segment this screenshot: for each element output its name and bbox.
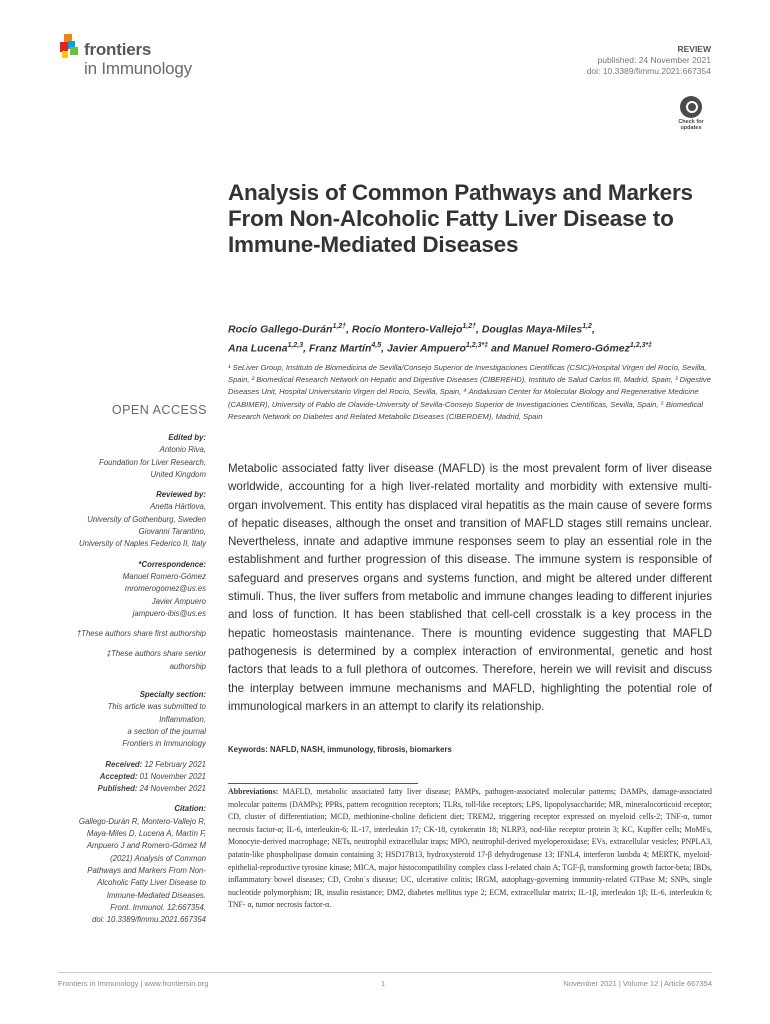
- abbreviations-label: Abbreviations:: [228, 787, 279, 796]
- keywords: Keywords: NAFLD, NASH, immunology, fibrosis, biomarkers: [228, 745, 452, 754]
- citation-line: Ampuero J and Romero-Gómez M: [86, 841, 206, 851]
- author-list: Rocío Gallego-Durán$^{1,2\dagger}$, Rocío Montero-Vallejo$^{1,2\dagger}$, Douglas Maya-Miles$^{1,2}$, Ana Lucena$^{1,2,3}$, Franz Martín$^{4,5}$, Javier Ampuero$^{1,2,3*\ddagger}$ and Manuel Romero-Gómez$^{1,2,3*\ddagger}$: [228, 323, 653, 354]
- journal-logo[interactable]: [58, 34, 218, 82]
- author-affil-sup: 1,2: [582, 323, 592, 330]
- citation-line: (2021) Analysis of Common: [110, 853, 206, 863]
- citation-line: Immune-Mediated Diseases.: [106, 890, 206, 900]
- author-affil-sup: 1,2,3: [287, 341, 304, 349]
- open-access-label: OPEN ACCESS: [111, 403, 207, 417]
- editor-line: United Kingdom: [150, 469, 206, 479]
- footnote-rule: [228, 783, 418, 784]
- edited-by-heading: Edited by:: [168, 433, 206, 442]
- check-for-updates-button[interactable]: [672, 96, 710, 132]
- article-doi[interactable]: doi: 10.3389/fimmu.2021.667354: [586, 66, 711, 76]
- citation-line: Gallego-Durán R, Montero-Vallejo R,: [78, 816, 206, 826]
- affiliations: ¹ SeLiver Group, Instituto de Biomedicina de Sevilla/Consejo Superior de Investigaciones Científicas (CSIC)/Hospital Virgen del Rocío, Sevilla, Spain, ² Biomedical Research Network on Hepatic and Digestive Diseases (CIBEREHD), Instituto de Salud Carlos III, Madrid, Spain, ³ Digestive Diseases Unit, Hospital Universitario Virgen del Rocío, Sevilla, Spain, ⁴ Andalusian Center for Molecular Biology and Regenerative Medicine (CABIMER), University of Pablo de Olavide-University of Sevilla-Consejo Superior de Investigaciones Científicas, Sevilla, Spain, ⁵ Biomedical Research Network on Diabetes and Related Metabolic Diseases (CIBERDEM), Madrid, Spain: [228, 363, 711, 421]
- logo-line2: in Immunology: [84, 59, 192, 78]
- editor-line: Foundation for Liver Research,: [98, 457, 206, 467]
- specialty-line: Inflammation,: [159, 714, 206, 724]
- specialty-heading: Specialty section:: [139, 690, 206, 700]
- correspondence-email[interactable]: jampuero-ibis@us.es: [132, 608, 206, 618]
- frontiers-logo-icon: [58, 34, 82, 58]
- reviewer-line: University of Naples Federico II, Italy: [79, 539, 206, 549]
- author-affil-sup: 1,2†: [462, 323, 476, 330]
- author-name[interactable]: Rocío Montero-Vallejo: [351, 323, 463, 336]
- specialty-line: This article was submitted to: [107, 702, 206, 712]
- check-updates-label: Check for updates: [678, 119, 704, 131]
- senior-author-note: authorship: [169, 661, 206, 671]
- reviewer-line: University of Gothenburg, Sweden: [87, 514, 206, 524]
- citation-heading: Citation:: [174, 804, 206, 814]
- accepted-label: Accepted:: [99, 771, 138, 781]
- editor-line[interactable]: Antonio Riva,: [159, 445, 206, 455]
- reviewed-by-heading: Reviewed by:: [156, 490, 206, 500]
- article-meta: [587, 44, 711, 77]
- accepted-value: 01 November 2021: [139, 771, 206, 781]
- logo-line1: frontiers: [84, 40, 152, 59]
- correspondence-email[interactable]: mromerogomez@us.es: [124, 584, 206, 594]
- received-date: [40, 759, 206, 771]
- citation-doi[interactable]: doi: 10.3389/fimmu.2021.667354: [91, 915, 206, 925]
- footer-rule: [58, 972, 712, 973]
- received-value: 12 February 2021: [144, 759, 206, 769]
- citation-line: Front. Immunol. 12:667354.: [110, 902, 206, 912]
- specialty-line: a section of the journal: [127, 726, 206, 736]
- published-date: published: 24 November 2021: [597, 55, 711, 65]
- page-number: 1: [381, 979, 386, 988]
- footer-issue: November 2021 | Volume 12 | Article 667354: [563, 979, 712, 988]
- author-name[interactable]: Javier Ampuero: [386, 342, 466, 354]
- author-affil-sup: 1,2†: [332, 323, 347, 330]
- citation-line: Pathways and Markers From Non-: [87, 865, 206, 875]
- correspondence-heading: *Correspondence:: [138, 559, 206, 569]
- footer-journal[interactable]: Frontiers in Immunology | www.frontiersin.org: [58, 979, 209, 988]
- author-name[interactable]: Douglas Maya-Miles: [481, 323, 583, 336]
- published-date-sidebar: [40, 783, 206, 795]
- abstract-text: Metabolic associated fatty liver disease (MAFLD) is the most prevalent form of liver disease worldwide, accounting for a high liver-related mortality and morbidity with extensive multi-organ involvement. This entity has displaced viral hepatitis as the main cause of severe forms of hepatic diseases, although the onset and transition of MAFLD stages still remains unclear. Nevertheless, innate and adaptive immune responses seem to play an essential role in the establishment and further progression of this disease. The immune system is responsible of safeguard and preserves organs and systems function, and might be altered under different stimuli. Thus, the liver suffers from metabolic and immune changes leading to different injuries and loss of function. It has been stablished that cell-cell crosstalk is a key process in the hepatic homeostasis maintenance. There is mounting evidence suggesting that MAFLD pathogenesis is determined by a complex interaction of environmental, genetic and host factors that leads to a full plethora of outcomes. Therefore, herein we will revisit and discuss the interplay between immune mechanisms and MAFLD, highlighting the potential role of immunological markers in an attempt to clarify its relationship.: [228, 462, 712, 713]
- check-updates-icon: [680, 96, 702, 118]
- published-label: Published:: [97, 784, 138, 794]
- author-name[interactable]: Manuel Romero-Gómez: [512, 342, 630, 354]
- senior-author-note: ‡These authors share senior: [106, 649, 206, 659]
- article-type: REVIEW: [677, 44, 711, 54]
- reviewer-line[interactable]: Giovanni Tarantino,: [138, 527, 206, 537]
- author-affil-sup: 4,5: [371, 341, 382, 349]
- citation-line: Alcoholic Fatty Liver Disease to: [97, 878, 206, 888]
- published-value: 24 November 2021: [139, 784, 206, 794]
- correspondence-line: Manuel Romero-Gómez: [122, 571, 206, 581]
- author-name[interactable]: Ana Lucena: [228, 342, 288, 354]
- author-affil-sup: 1,2,3*‡: [465, 341, 489, 349]
- reviewer-line[interactable]: Anetta Härtlova,: [150, 502, 206, 512]
- author-affil-sup: 1,2,3*‡: [629, 341, 653, 349]
- abbreviations-footnote: [228, 786, 712, 912]
- accepted-date: [40, 771, 206, 783]
- citation-line: Maya-Miles D, Lucena A, Martín F,: [86, 829, 206, 839]
- specialty-line: Frontiers in Immunology: [122, 739, 206, 749]
- abbreviations-text: MAFLD, metabolic associated fatty liver disease; PAMPs, pathogen-associated molecular patterns; DAMPs, damage-associated molecular patterns (DAMPs); PPRs, pattern recognition receptors; TLRs, toll-like receptors; LPS, lipopolysaccharide; MR, mineralocorticoid receptor; CD, cluster of differentiation; MCD, methionine-choline deficient diet; TREM2, triggering receptor expressed on myeloid cells-2; TNF-α, tumor necrosis factor-α; IL-6, interleukin-6; IL-17, interleukin 17; CK-18, cytokeratin 18; NLRP3, nod-like receptor protein 3; KC, Kupffer cells; MoMFs, Monocyte-derived macrophage; NETs, neutrophil extracellular traps; MPO, neutrophil-derived myeloperoxidase; EVs, extracellular vesicles; PNPLA3, patatin-like phospholipase domain containing 3; HSD17B13, hydroxysteroid 17-β dehydrogenase 13; IFNL4, interferon lambda 4; MERTK, myeloid-epithelial-reproductive tyrosine kinase; MICA, major histocompatibility complex class I-related chain A; TGF-β, transforming growth factor-beta; IBDs, inflammatory bowel diseases; CD, Crohn´s disease; UC, ulcerative colitis; IRGM, autophagy-governing immunity-related GTPase M; SNPs, single nucleotide polymorphism; IR, insulin resistance; DM2, diabetes mellitus type 2; ECM, extracellular matrix; IL-1β, interleukin 1β; IL-6, interleukin 6; TNF- α, tumor necrosis factor-α.: [228, 787, 712, 910]
- received-label: Received:: [105, 759, 143, 769]
- article-title: Analysis of Common Pathways and Markers From Non-Alcoholic Fatty Liver Disease to Immune-Mediated Diseases: [228, 180, 693, 257]
- author-name[interactable]: Franz Martín: [308, 342, 372, 354]
- author-name[interactable]: Rocío Gallego-Durán: [228, 323, 333, 336]
- article-sidebar: [40, 432, 206, 926]
- first-author-note: †These authors share first authorship: [76, 629, 206, 639]
- correspondence-line: Javier Ampuero: [151, 596, 206, 606]
